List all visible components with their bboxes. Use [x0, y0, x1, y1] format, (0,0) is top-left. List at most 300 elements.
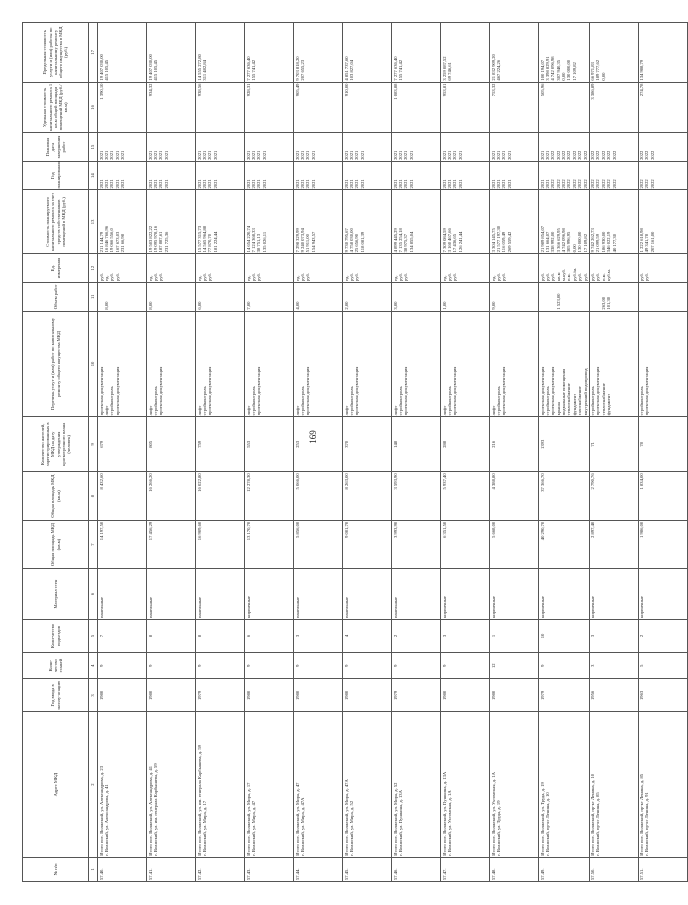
plan-year-line: 2021 — [392, 179, 398, 189]
volume — [490, 282, 539, 311]
cost-line: 7 135 254,18 — [397, 228, 403, 253]
header-cell-2: Адрес МКД — [23, 712, 89, 857]
works-line: лифт — [343, 405, 349, 416]
column-number-9: 9 — [89, 417, 98, 472]
limit-cost-line: 14 555 272,80 — [196, 54, 202, 81]
end-year-line: 2021 — [207, 150, 213, 160]
plan-year — [589, 161, 638, 190]
cost-line: 49 341,78 — [644, 233, 650, 253]
address-line: Итого пос. Волжский, ул. Мира, д. 52 — [392, 782, 398, 856]
limit-cost — [343, 23, 392, 83]
volume — [98, 282, 147, 311]
column-number-10: 10 — [89, 311, 98, 417]
end-year — [245, 133, 294, 162]
works — [589, 311, 638, 417]
limit-cost-line: 21 832 909,20 — [490, 54, 496, 81]
end-year-line: 2021 — [147, 150, 153, 160]
header-row — [23, 23, 89, 882]
end-year-line: 2021 — [544, 150, 550, 160]
address-line: г. Волжский, ул. Мира, д. 47 — [250, 800, 256, 856]
total-area: 14 197,50 — [98, 520, 147, 568]
unit-line: руб. — [544, 273, 550, 281]
unit-line: руб. — [305, 273, 311, 281]
end-year — [343, 133, 392, 162]
total-area: 40 290,70 — [539, 520, 590, 568]
plan-year — [490, 161, 539, 190]
column-number-13: 13 — [89, 190, 98, 254]
cost-line: 17 436,65 — [452, 233, 458, 253]
plan-year-line: 2021 — [343, 179, 349, 189]
works-line: фундамент — [606, 393, 612, 416]
cost-line: 9 742 262,73 — [590, 228, 596, 253]
year-built: 1963 — [638, 679, 687, 712]
header-cell-10: Перечень услуг и (или) работ по капитальному ремонту общего имущества МКД — [23, 311, 89, 417]
cost — [147, 190, 196, 254]
works-line: проектная документация — [256, 366, 262, 416]
cost-line: 207 161,00 — [649, 231, 655, 253]
limit-cost-line: 9 703 818,20 — [294, 56, 300, 81]
cost-line: 4 758 030,00 — [348, 228, 354, 253]
address — [589, 712, 638, 857]
floors: 9 — [441, 652, 490, 678]
row-id: 57.41. — [147, 857, 196, 881]
works-line: проектная документация — [403, 366, 409, 416]
plan-year-line: 2022 — [561, 179, 567, 189]
plan-year-line: 2022 — [611, 179, 617, 189]
plan-year — [245, 161, 294, 190]
works-line: стройконтроль — [250, 386, 256, 416]
column-number-12: 12 — [89, 254, 98, 283]
cost-line: 134 855,04 — [408, 231, 414, 253]
end-year-line: 2021 — [158, 150, 164, 160]
works-line: газоснабжение — [577, 386, 583, 416]
floors: 9 — [196, 652, 245, 678]
plan-year — [98, 161, 147, 190]
address-line: Итого пос. Волжский, ул. им. генерала Карбышева, д. 59 — [196, 745, 202, 856]
floors: 9 — [98, 652, 147, 678]
unit-line: руб. — [590, 273, 596, 281]
limit-cost-line: 17 109,82 — [571, 62, 577, 81]
residents: 288 — [441, 417, 490, 472]
address-line: г. Волжский, ул. Мира, д. 52 — [348, 800, 354, 856]
end-year-line: 2021 — [501, 150, 507, 160]
plan-year-line: 2021 — [539, 179, 545, 189]
cost-line: 167 673,03 — [114, 231, 120, 253]
plan-year-line: 2021 — [397, 179, 403, 189]
end-year-line: 2021 — [196, 150, 202, 160]
column-number-5: 5 — [89, 619, 98, 652]
plan-year-line: 2021 — [147, 179, 153, 189]
limit-cost-line: 69 746,61 — [446, 62, 452, 81]
residents: 148 — [392, 417, 441, 472]
address — [147, 712, 196, 857]
end-year — [441, 133, 490, 162]
unit-line: руб. — [577, 273, 583, 281]
limit-cost-line: 19 407 030,00 — [147, 54, 153, 81]
plan-year-line: 2021 — [163, 179, 169, 189]
volume — [343, 282, 392, 311]
plan-year-line: 2021 — [114, 179, 120, 189]
works-line: стройконтроль — [446, 386, 452, 416]
residential-area: 2 790,76 — [589, 472, 638, 520]
column-number-16: 16 — [89, 82, 98, 133]
unit-cost: 928,31 — [245, 82, 294, 133]
header-cell-8: Общая площадь МКД (кв.м) — [23, 472, 89, 520]
end-year-line: 2021 — [305, 150, 311, 160]
unit — [589, 254, 638, 283]
plan-year-line: 2021 — [103, 179, 109, 189]
residential-area: 3 593,90 — [392, 472, 441, 520]
end-year-line: 2021 — [299, 150, 305, 160]
plan-year-line: 2021 — [408, 179, 414, 189]
unit-line: руб. — [495, 273, 501, 281]
cost — [490, 190, 539, 254]
address-line: Итого пос. Волжский, ул. Мира, д. 47А — [343, 779, 349, 856]
unit-line: руб. — [158, 273, 164, 281]
plan-year-line: 2021 — [310, 179, 316, 189]
unit-line: куб.м. — [606, 269, 612, 281]
residents: 679 — [98, 417, 147, 472]
limit-cost — [539, 23, 590, 83]
cost-line: 231 725,36 — [163, 231, 169, 253]
cost-line: 51 911,00 — [305, 234, 311, 253]
floors: 9 — [539, 652, 590, 678]
limit-cost-line: 3 398 829,91 — [544, 56, 550, 81]
year-built: 1980 — [441, 679, 490, 712]
address-line: г. Волжский, пр-кт Ленина, д. 91 — [644, 792, 650, 856]
plan-year-line: 2021 — [490, 179, 496, 189]
volume-line: 2,00 — [343, 301, 349, 310]
column-number-2: 2 — [89, 712, 98, 857]
entrances: 1 — [490, 619, 539, 652]
end-year-line: 2021 — [120, 150, 126, 160]
row-id: 57.44. — [294, 857, 343, 881]
plan-year-line: 2022 — [595, 179, 601, 189]
unit-line: ед. — [245, 275, 251, 281]
header-cell-4: Коли-чество этажей — [23, 652, 89, 678]
limit-cost-line: 7 277 636,40 — [392, 56, 398, 81]
unit-line: руб. — [354, 273, 360, 281]
cost-line: 7 309 084,59 — [441, 228, 447, 253]
unit-line: руб. — [98, 273, 104, 281]
cost-line: 116 059,49 — [501, 231, 507, 253]
plan-year-line: 2022 — [606, 179, 612, 189]
plan-year-line: 2022 — [571, 179, 577, 189]
plan-year-line: 2021 — [452, 179, 458, 189]
end-year — [539, 133, 590, 162]
end-year-line: 2022 — [571, 150, 577, 160]
cost-line: 7 124 368,33 — [250, 228, 256, 253]
end-year-line: 2022 — [561, 150, 567, 160]
works-line: проектная документация — [158, 366, 164, 416]
year-built: 1956 — [589, 679, 638, 712]
limit-cost-line: 155 741,42 — [397, 59, 403, 81]
unit-line: руб. — [348, 273, 354, 281]
residents: 805 — [147, 417, 196, 472]
cost-line: 338 992,00 — [550, 231, 556, 253]
address — [98, 712, 147, 857]
works-line: проектная документация — [114, 366, 120, 416]
limit-cost — [294, 23, 343, 83]
end-year-line: 2021 — [212, 150, 218, 160]
cost-line: 186 930,00 — [600, 231, 606, 253]
works-line: лифт — [490, 405, 496, 416]
floors: 3 — [589, 652, 638, 678]
address-line: г. Волжский, ул. Пушкина, д. 13А — [397, 790, 403, 856]
residents: 78 — [638, 417, 687, 472]
end-year-line: 2021 — [250, 150, 256, 160]
address-line: Итого пос. Волжский, ул. Ухтомская, д. 1А — [490, 772, 496, 856]
row-id: 57.50. — [589, 857, 638, 881]
works — [638, 311, 687, 417]
row-id: 57.48. — [490, 857, 539, 881]
unit-cost: 938,56 — [196, 82, 245, 133]
year-built: 1979 — [392, 679, 441, 712]
works-line: стройконтроль — [590, 386, 596, 416]
works-line: стройконтроль — [201, 386, 207, 416]
wall-material: панельные — [294, 569, 343, 620]
works-line: стройконтроль — [299, 386, 305, 416]
address — [392, 712, 441, 857]
limit-cost — [441, 23, 490, 83]
limit-cost-line: 130 000,00 — [566, 59, 572, 81]
end-year-line: 2021 — [397, 150, 403, 160]
address — [441, 712, 490, 857]
unit-line: п.м. — [600, 273, 606, 281]
works-line: лифт — [245, 405, 251, 416]
plan-year-line: 2022 — [600, 179, 606, 189]
cost-line: 19 095 978,16 — [152, 225, 158, 253]
wall-material: панельные — [98, 569, 147, 620]
limit-cost-line: 415 105,45 — [152, 59, 158, 81]
works-line: проектная документация — [595, 366, 601, 416]
address-line: Итого пос. Волжский, ул. Мира, д. 17 — [245, 782, 251, 856]
cost-line: 14 565 964,88 — [201, 225, 207, 253]
table-row — [294, 23, 343, 882]
limit-cost-line: 4 742 096,98 — [550, 56, 556, 81]
unit-cost: 505,96 — [539, 82, 590, 133]
plan-year — [539, 161, 590, 190]
unit-line: ед. — [441, 275, 447, 281]
unit-line: руб. — [539, 273, 545, 281]
address-line: г. Волжский, ул. Труда, д. 19 — [495, 800, 501, 856]
table-row — [147, 23, 196, 882]
floors: 12 — [490, 652, 539, 678]
end-year — [638, 133, 687, 162]
works-line: стройконтроль — [544, 386, 550, 416]
unit-line: руб. — [207, 273, 213, 281]
unit-line: ед. — [294, 275, 300, 281]
unit-line: ед. — [147, 275, 153, 281]
end-year-line: 2022 — [639, 150, 645, 160]
wall-material: кирпичные — [490, 569, 539, 620]
works-line: проектная документация — [354, 366, 360, 416]
cost-line: 21 099,59 — [595, 233, 601, 253]
address-line: Итого пос. Волжский, ул. Пушкина, д. 13А — [441, 771, 447, 856]
column-numbers-row — [89, 23, 98, 882]
cost — [343, 190, 392, 254]
unit-line: руб. — [595, 273, 601, 281]
total-area: 1 986,00 — [638, 520, 687, 568]
limit-cost — [147, 23, 196, 83]
plan-year-line: 2022 — [566, 179, 572, 189]
end-year-line: 2021 — [261, 150, 267, 160]
unit-line: ед. — [103, 275, 109, 281]
unit-line: руб. — [639, 273, 645, 281]
unit-line: руб. — [644, 273, 650, 281]
end-year-line: 2021 — [310, 150, 316, 160]
works — [294, 311, 343, 417]
unit-line: руб. — [256, 273, 262, 281]
end-year — [392, 133, 441, 162]
plan-year-line: 2021 — [359, 179, 365, 189]
unit-cost: 274,78 — [638, 82, 687, 133]
end-year — [294, 133, 343, 162]
end-year-line: 2022 — [606, 150, 612, 160]
volume-line — [501, 284, 506, 310]
address-line: Итого пос. Волжский, ул. Мира, д. 47 — [294, 782, 300, 856]
wall-material: кирпичные — [539, 569, 590, 620]
residential-area: 16 022,80 — [196, 472, 245, 520]
end-year — [589, 133, 638, 162]
limit-cost-line: 307 940,35 — [555, 59, 561, 81]
entrances: 3 — [589, 619, 638, 652]
row-id: 57.42. — [196, 857, 245, 881]
limit-cost-line: 134 988,79 — [639, 59, 645, 81]
residents: 1393 — [539, 417, 590, 472]
entrances: 10 — [539, 619, 590, 652]
works-line: проектная документация — [207, 366, 213, 416]
unit-line: руб. — [109, 273, 115, 281]
year-built: 1980 — [343, 679, 392, 712]
header-cell-5: Коли-чество подъездов — [23, 619, 89, 652]
plan-year-line: 2021 — [212, 179, 218, 189]
cost-line: 77 870,70 — [207, 233, 213, 253]
unit — [245, 254, 294, 283]
plan-year-line: 2022 — [590, 179, 596, 189]
volume-line — [115, 284, 120, 310]
table-row — [490, 23, 539, 882]
limit-cost-line: 66 971,83 — [590, 62, 596, 81]
end-year-line: 2021 — [441, 150, 447, 160]
plan-year-line: 2021 — [441, 179, 447, 189]
end-year-line: 2021 — [495, 150, 501, 160]
entrances: 7 — [98, 619, 147, 652]
address-line: Итого пос. Волжский, ул. Александрова, д. 23 — [98, 765, 104, 856]
volume-line: 263,00 — [600, 296, 606, 310]
entrances: 2 — [638, 619, 687, 652]
table-row — [245, 23, 294, 882]
works-line: стройконтроль — [152, 386, 158, 416]
end-year-line: 2022 — [555, 150, 561, 160]
year-built: 1980 — [245, 679, 294, 712]
limit-cost — [245, 23, 294, 83]
end-year-line: 2021 — [392, 150, 398, 160]
volume-line — [158, 284, 163, 310]
unit-line: руб. — [114, 273, 120, 281]
limit-cost-line: 4 851 737,60 — [343, 56, 349, 81]
volume — [245, 282, 294, 311]
end-year-line: 2021 — [408, 150, 414, 160]
entrances: 2 — [392, 619, 441, 652]
residents: 253 — [294, 417, 343, 472]
cost-line: 15 577 315,73 — [196, 225, 202, 253]
unit-cost: 3 386,89 — [589, 82, 638, 133]
plan-year-line: 2021 — [506, 179, 512, 189]
cost-line: 126 241,44 — [457, 231, 463, 253]
total-area: 5 668,00 — [490, 520, 539, 568]
plan-year-line: 2022 — [639, 179, 645, 189]
header-cell-7: Общая площадь МКД (кв.м) — [23, 520, 89, 568]
address — [245, 712, 294, 857]
cost — [245, 190, 294, 254]
end-year-line: 2021 — [354, 150, 360, 160]
plan-year-line: 2021 — [98, 179, 104, 189]
floors: 9 — [294, 652, 343, 678]
limit-cost — [589, 23, 638, 83]
cost-line: 9 240 073,94 — [299, 228, 305, 253]
entrances: 4 — [343, 619, 392, 652]
cost-line: 118 081,39 — [359, 231, 365, 253]
end-year-line: 2021 — [446, 150, 452, 160]
cost-line: 0,00 — [571, 244, 577, 253]
unit-line: п.м. — [566, 273, 572, 281]
entrances: 3 — [294, 619, 343, 652]
unit-line: руб. — [250, 273, 256, 281]
volume-line: 9,00 — [490, 301, 496, 310]
unit — [196, 254, 245, 283]
works-line: стройконтроль — [109, 386, 115, 416]
year-built: 1980 — [98, 679, 147, 712]
plan-year-line: 2021 — [544, 179, 550, 189]
unit-line: руб./м. — [571, 267, 577, 281]
volume-line: 4,00 — [294, 301, 300, 310]
works — [98, 311, 147, 417]
residents: 216 — [490, 417, 539, 472]
volume-line: 6,00 — [196, 301, 202, 310]
wall-material: панельные — [147, 569, 196, 620]
plan-year-line: 2021 — [348, 179, 354, 189]
end-year-line: 2021 — [163, 150, 169, 160]
cost-line: 9 730 795,67 — [343, 228, 349, 253]
column-number-11: 11 — [89, 282, 98, 311]
header-cell-16: Удельная стоимость капитального ремонта 1 кв.м общей площади помещений МКД (руб./кв.м) — [23, 82, 89, 133]
table-row — [539, 23, 590, 882]
table-row — [638, 23, 687, 882]
unit-line: руб. — [446, 273, 452, 281]
plan-year — [294, 161, 343, 190]
address-line: г. Волжский, ул. им. генерала Карбышева, д. 59 — [152, 763, 158, 856]
plan-year-line: 2021 — [299, 179, 305, 189]
volume-line: 8,00 — [147, 301, 153, 310]
unit — [539, 254, 590, 283]
plan-year-line: 2022 — [644, 179, 650, 189]
works — [343, 311, 392, 417]
unit-line: руб. — [397, 273, 403, 281]
cost-line: 40 177,30 — [611, 233, 617, 253]
unit-line: кв.м — [555, 272, 561, 281]
table-row — [441, 23, 490, 882]
plan-year — [392, 161, 441, 190]
limit-cost — [392, 23, 441, 83]
unit-line: руб. — [152, 273, 158, 281]
table-row — [343, 23, 392, 882]
column-number-4: 4 — [89, 652, 98, 678]
unit — [147, 254, 196, 283]
cost-line: 21 577 197,30 — [495, 225, 501, 253]
residents: 759 — [196, 417, 245, 472]
cost-line: 38 751,13 — [256, 233, 262, 253]
